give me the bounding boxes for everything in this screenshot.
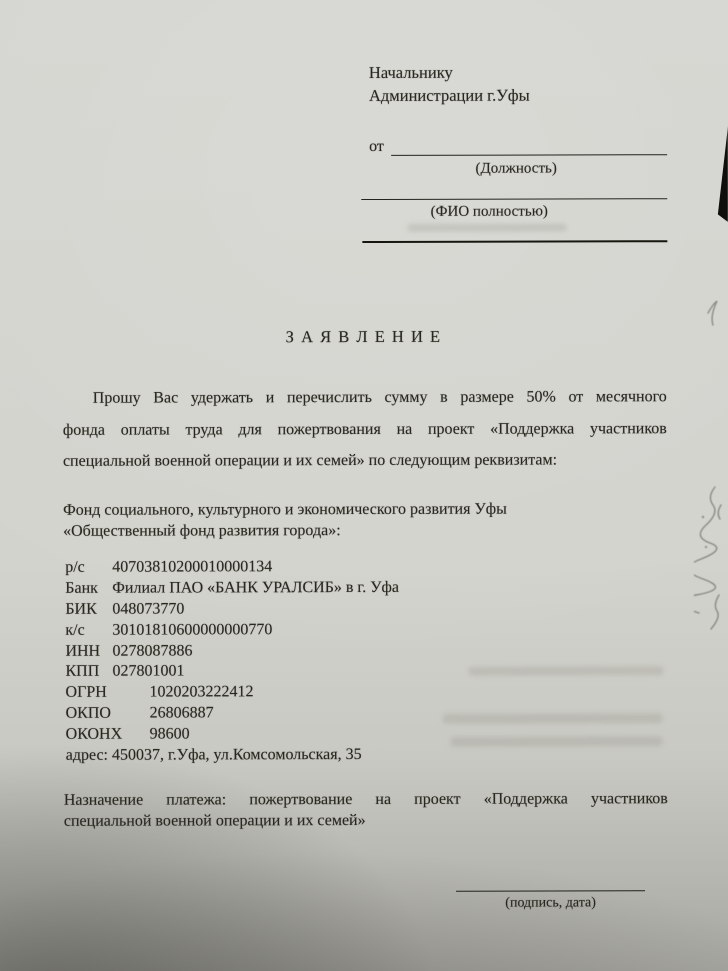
from-label: от xyxy=(369,137,384,155)
signature-caption: (подпись, дата) xyxy=(505,895,596,911)
requisite-label: БИК xyxy=(65,600,97,618)
recipient-line-2: Администрации г.Уфы xyxy=(368,85,530,105)
address-line xyxy=(66,745,626,767)
requisite-row xyxy=(65,599,625,621)
requisite-row xyxy=(65,641,625,663)
requisite-value: 98600 xyxy=(149,725,190,743)
requisite-value: 048073770 xyxy=(112,600,185,618)
signature-line xyxy=(456,890,645,891)
requisite-value: 0278087886 xyxy=(112,642,193,660)
requisite-row xyxy=(66,683,626,705)
bleed-through-mark xyxy=(451,736,663,747)
requisite-value: 027801001 xyxy=(112,662,185,681)
body-line: фонда оплаты труда для пожертвования на проект «Поддержка участников xyxy=(62,420,667,439)
position-caption: (Должность) xyxy=(475,160,557,177)
requisite-value: 40703810200010000134 xyxy=(112,558,273,576)
requisite-row xyxy=(65,578,625,600)
requisite-value: Филиал ПАО «БАНК УРАЛСИБ» в г. Уфа xyxy=(112,578,400,597)
from-blank-line xyxy=(391,138,667,156)
header-bottom-line xyxy=(362,240,667,243)
page-title: З А Я В Л Е Н И Е xyxy=(285,326,442,347)
requisite-label: КПП xyxy=(65,663,100,681)
requisite-label: ИНН xyxy=(65,642,101,660)
fund-name-line: Фонд социального, культурного и экономического развития Уфы xyxy=(63,500,507,519)
requisite-label: ОКПО xyxy=(65,704,111,723)
name-blank-line xyxy=(361,198,667,200)
purpose-line: Назначение платежа: пожертвование на проект «Поддержка участников xyxy=(63,790,668,809)
recipient-line-1: Начальнику xyxy=(368,62,453,82)
address-text: адрес: 450037, г.Уфа, ул.Комсомольская, 35 xyxy=(65,746,362,764)
requisite-label: к/с xyxy=(65,621,85,639)
requisite-label: р/с xyxy=(65,558,85,576)
handwritten-margin-note-icon xyxy=(694,295,728,655)
requisite-value: 1020203222412 xyxy=(149,683,254,701)
name-caption: (ФИО полностью) xyxy=(430,203,548,220)
requisite-label: Банк xyxy=(65,579,98,597)
requisite-value: 30101810600000000770 xyxy=(112,620,273,639)
bleed-through-mark xyxy=(443,713,663,724)
bleed-through-mark xyxy=(407,223,567,231)
bleed-through-mark xyxy=(468,666,663,676)
requisite-row xyxy=(65,557,625,579)
requisite-row xyxy=(65,620,625,642)
from-row xyxy=(369,134,667,156)
requisite-value: 26806887 xyxy=(149,704,214,722)
body-line: Прошу Вас удержать и перечислить сумму в размере 50% от месячного xyxy=(92,388,667,407)
fund-name-line: «Общественный фонд развития города»: xyxy=(63,522,341,540)
requisite-label: ОГРН xyxy=(65,684,107,702)
requisite-label: ОКОНХ xyxy=(65,725,123,743)
body-line: специальной военной операции и их семей» по следующим реквизитам: xyxy=(62,451,558,470)
purpose-line: специальной военной операции и их семей» xyxy=(63,811,366,830)
